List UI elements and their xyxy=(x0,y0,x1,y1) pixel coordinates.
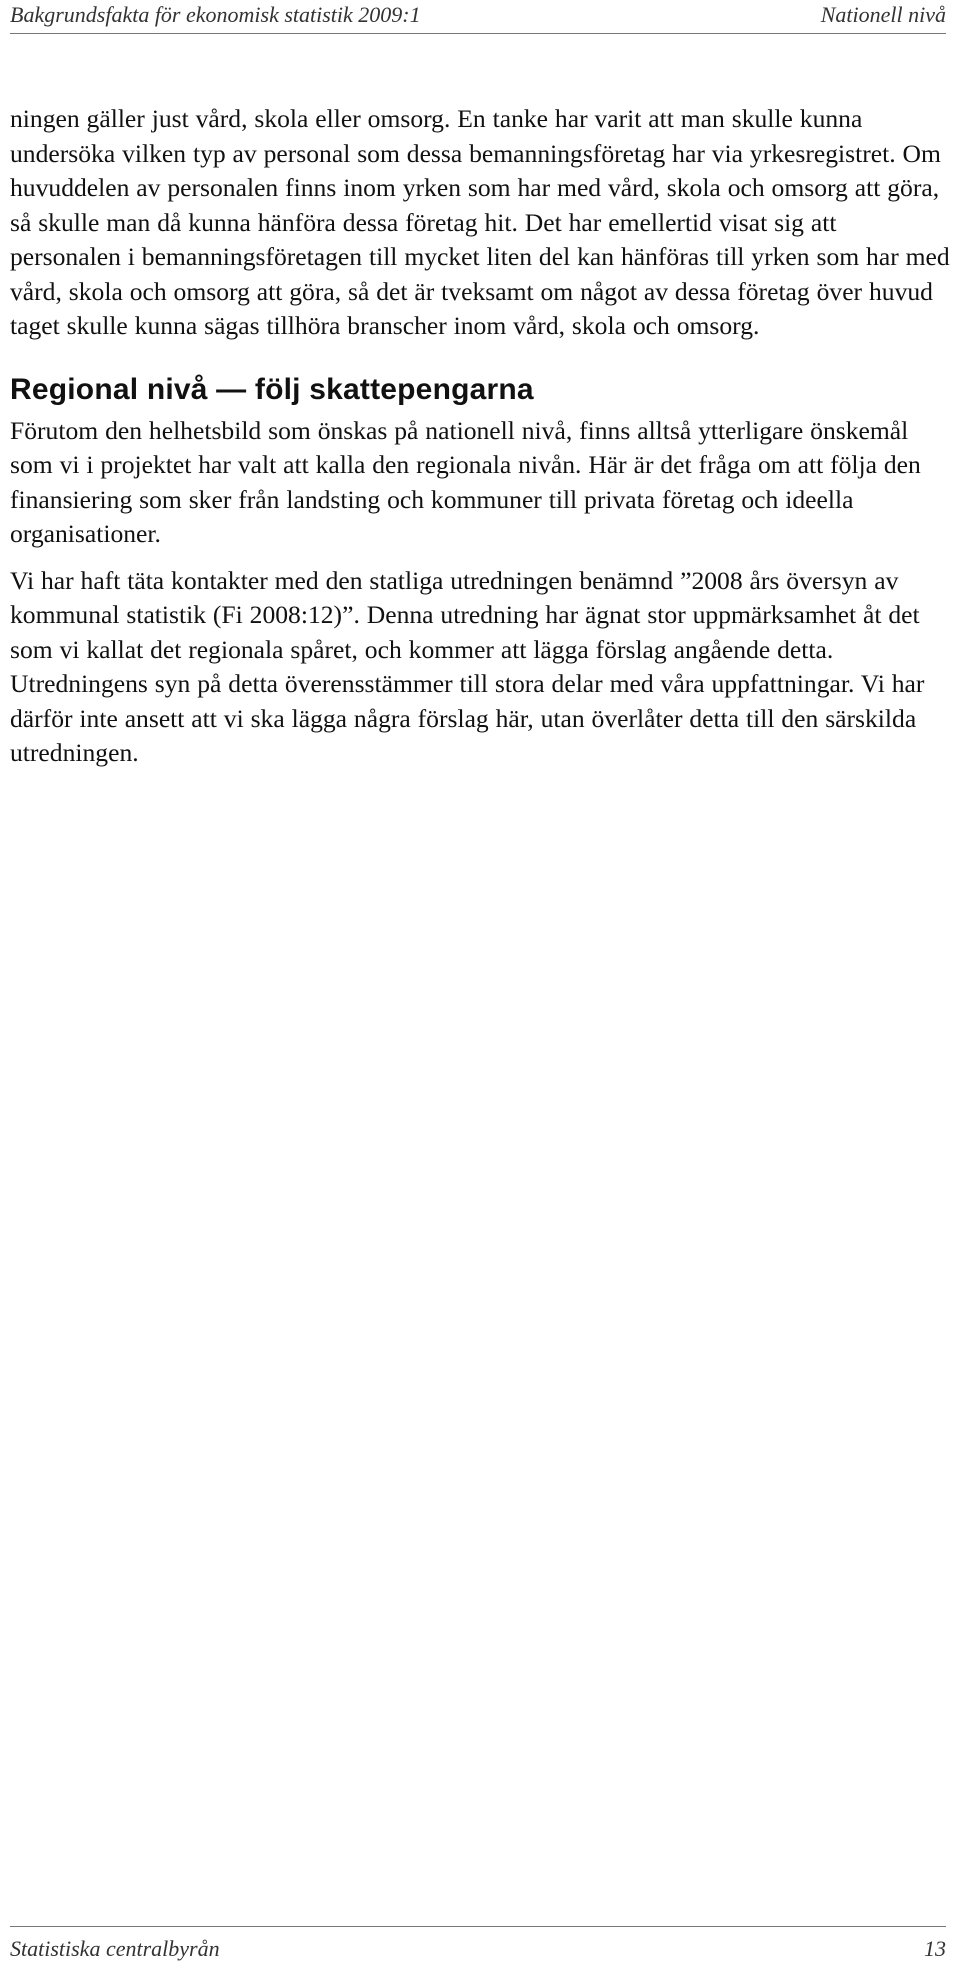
body-paragraph: Förutom den helhetsbild som önskas på nationell nivå, finns alltså ytterligare önskemål som vi i projektet har valt att kalla den regionala nivån. Här är det fråga om att följa den finansiering som sker från landsting och kommuner till privata företag och ideella organisationer. xyxy=(10,415,921,548)
section-heading: Regional nivå — följ skattepengarna xyxy=(10,372,534,406)
body-content xyxy=(10,102,950,771)
header-section-title: Nationell nivå xyxy=(820,2,946,27)
header-rule xyxy=(10,33,946,34)
body-paragraph: ningen gäller just vård, skola eller omsorg. En tanke har varit att man skulle kunna undersöka vilken typ av personal som dessa bemanningsföretag har via yrkesregistret. Om huvuddelen av personalen finns inom yrken som har med vård, skola och omsorg att göra, så skulle man då kunna hänföra dessa företag hit. Det har emellertid visat sig att personalen i bemanningsföretagen till mycket liten del kan hänföras till yrken som har med vård, skola och omsorg att göra, så det är tveksamt om något av dessa företag över huvud taget skulle kunna sägas tillhöra branscher inom vård, skola och omsorg. xyxy=(10,104,950,340)
footer-publisher: Statistiska centralbyrån xyxy=(10,1936,220,1961)
running-header xyxy=(10,2,946,36)
running-footer xyxy=(10,1926,946,1962)
page-number: 13 xyxy=(924,1936,946,1961)
footer-rule xyxy=(10,1926,946,1927)
body-paragraph: Vi har haft täta kontakter med den statliga utredningen benämnd ”2008 års översyn av kommunal statistik (Fi 2008:12)”. Denna utredning har ägnat stor uppmärksamhet åt det som vi kallat det regionala spåret, och kommer att lägga förslag angående detta. Utredningens syn på detta överensstämmer till stora delar med våra uppfattningar. Vi har därför inte ansett att vi ska lägga några förslag här, utan överlåter detta till den särskilda utredningen. xyxy=(10,565,925,767)
header-publication-title: Bakgrundsfakta för ekonomisk statistik 2009:1 xyxy=(10,2,421,27)
